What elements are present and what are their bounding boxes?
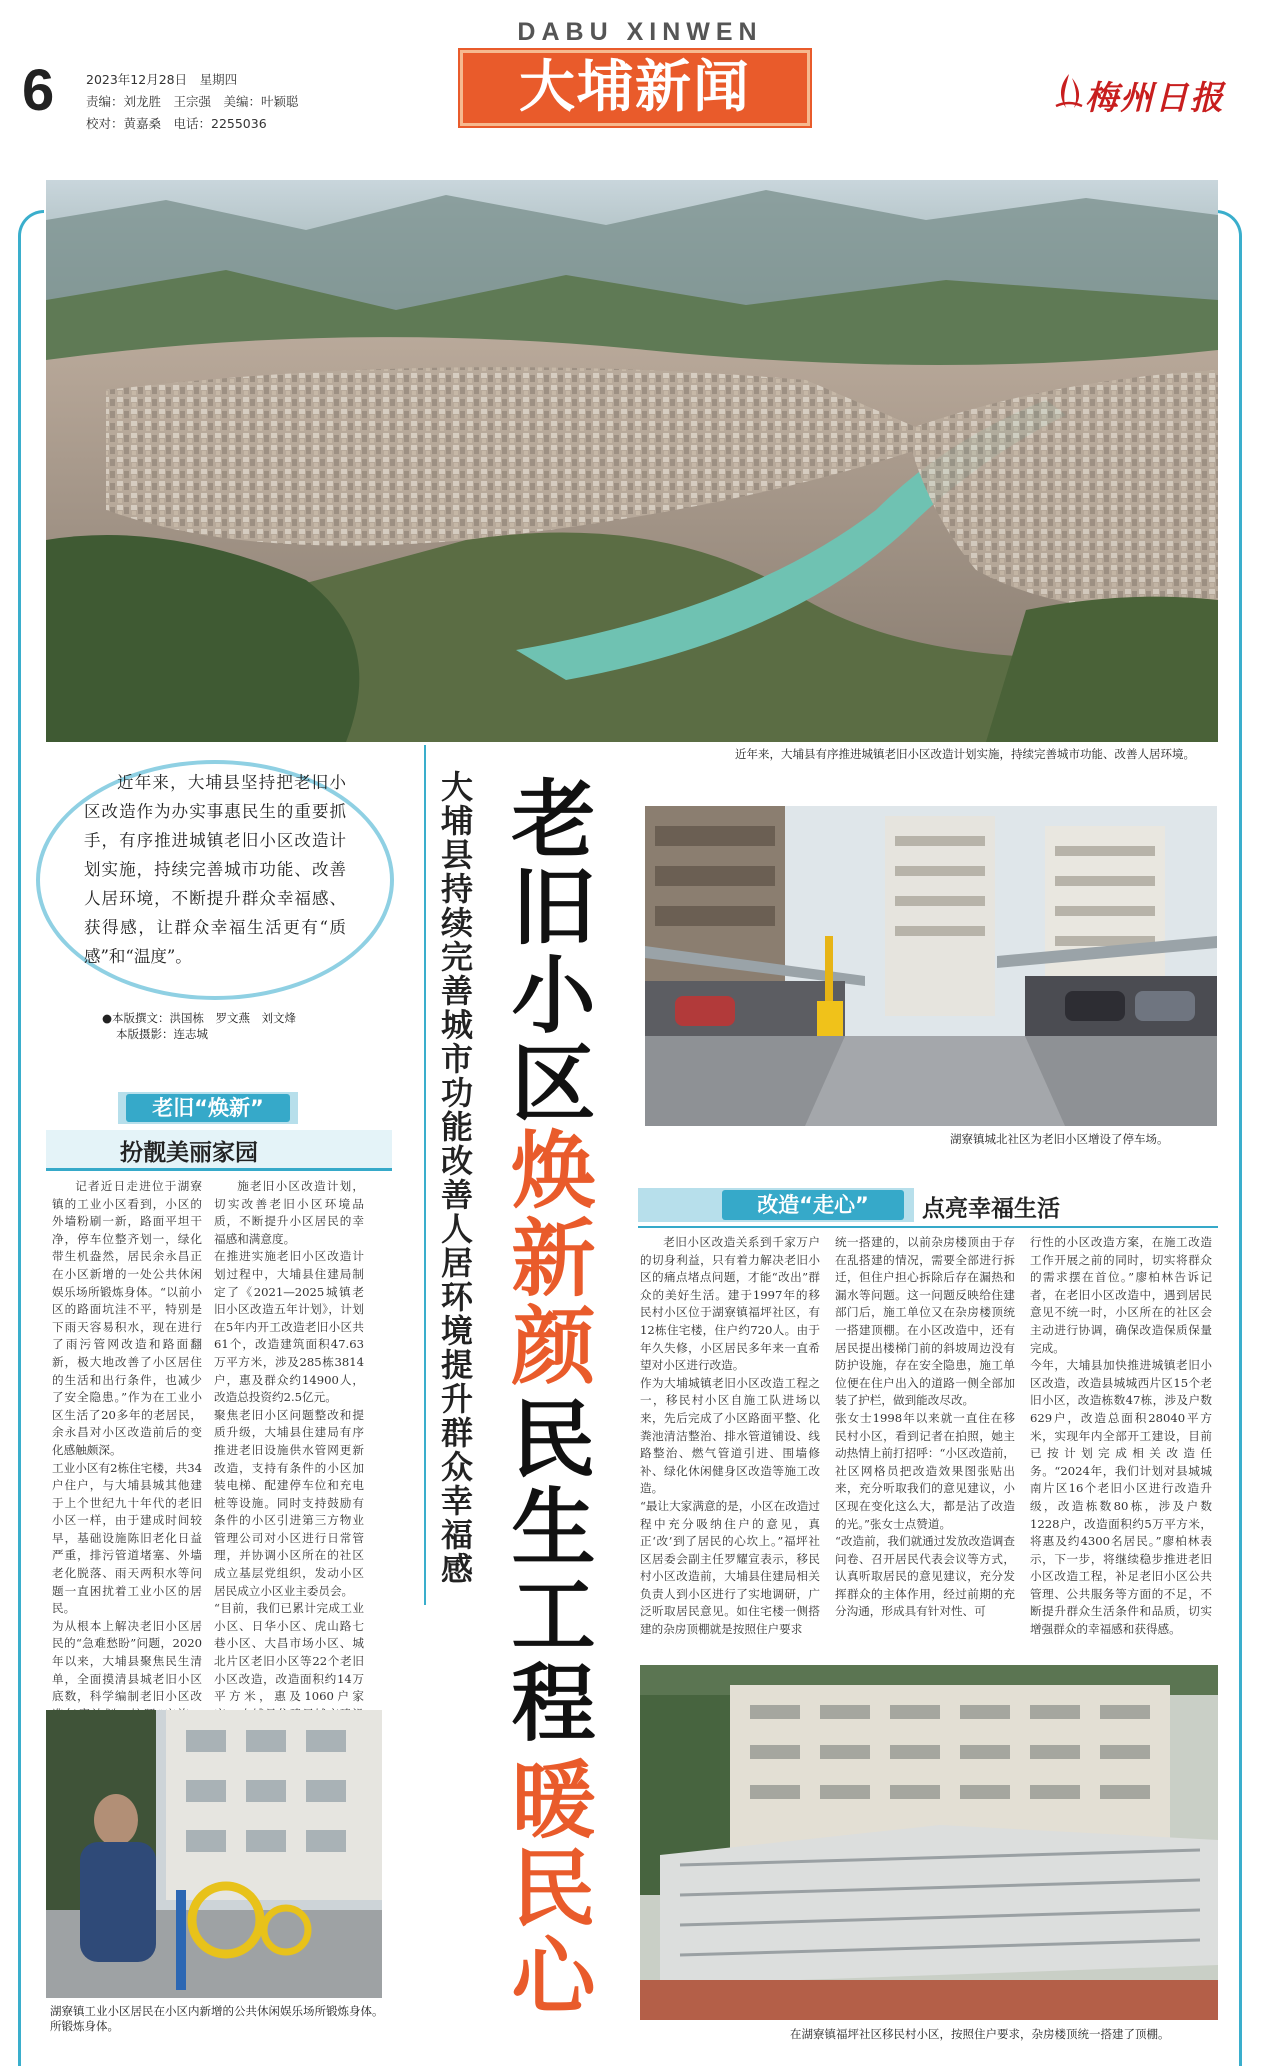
credit-writers: ●本版撰文：洪国栋 罗文燕 刘文烽 (102, 1011, 297, 1025)
headline-part-2b: 暖民心 (498, 1756, 596, 2020)
proof-line: 校对：黄嘉桑 电话：2255036 (86, 116, 267, 131)
newspaper-logo-icon (1052, 70, 1086, 112)
headline-part-2a: 民生工程 (498, 1395, 596, 1747)
parking-lot-photo (645, 806, 1217, 1126)
intro-paragraph: 近年来，大埔县坚持把老旧小区改造作为办实事惠民生的重要抓手，有序推进城镇老旧小区改造计划实施，持续完善城市功能、改善人居环境，不断提升群众幸福感、获得感，让群众幸福生活更有“质感”和“温度”。 (84, 773, 346, 966)
subtitle-divider (424, 745, 426, 1605)
headline-part-1a: 老旧小区 (498, 775, 596, 1127)
section2-body-col3: 行性的小区改造方案，在施工改造工作开展之前的同时，切实将群众的需求摆在首位。”廖柏林告诉记者，在老旧小区改造中，遇到居民意见不统一时，小区所在的社区会主动进行协调，确保改造保质保量完成。 今年，大埔县加快推进城镇老旧小区改造，改造县城城西片区15个老旧小区，改造栋数47栋，涉及户数629户，改造总面积28040平方米，实现年内全部开工建设，目前已按计划完成相关改造任务。“2024年，我们计划对县城城南片区16个老旧小区进行改造升级，改造栋数80栋，涉及户数1228户，改造面积约5万平方米，将惠及约4300名居民。”廖柏林表示，下一步，将继续稳步推进老旧小区改造工程，补足老旧小区公共管理、公共服务等方面的不足，不断提升群众生活条件和品质，切实增强群众的幸福感和获得感。 (1030, 1235, 1212, 1637)
resident-exercise-photo (46, 1710, 382, 1998)
section1-title: 扮靓美丽家园 (120, 1140, 258, 1166)
headline-part-1b: 焕新颜 (498, 1126, 596, 1390)
section-pinyin: DABU XINWEN (517, 18, 763, 46)
section1-body-col1: 记者近日走进位于湖寮镇的工业小区看到，小区的外墙粉刷一新，路面平坦干净，停车位整齐划一，绿化带生机盎然，居民余永昌正在小区新增的一处公共休闲娱乐场所锻炼身体。“以前小区的路面坑洼不平，特别是下雨天容易积水，现在进行了雨污管网改造和路面翻新，极大地改善了小区居住的生活和出行条件，也减少了安全隐患。”作为在工业小区生活了20多年的老居民，余永昌对小区改造前后的变化感触颇深。 工业小区有2栋住宅楼，共34户住户，与大埔县城其他建于上个世纪九十年代的老旧小区一样，由于建成时间较早，基础设施陈旧老化日益严重，排污管道堵塞、外墙老化脱落、雨天两积水等问题一直困扰着工业小区的居民。 为从根本上解决老旧小区居民的“急难愁盼”问题，2020年以来，大埔县聚焦民生清单，全面摸清县城老旧小区底数，科学编制老旧小区改 (52, 1179, 202, 1704)
resident-caption: 湖寮镇工业小区居民在小区内新增的公共休闲娱乐场所锻炼身体。 (50, 2004, 384, 2018)
page-number: 6 (22, 58, 55, 123)
editor-line: 责编：刘龙胜 王宗强 美编：叶颖聪 (86, 94, 299, 109)
rooftop-canopy-photo (640, 1665, 1218, 2020)
section2-title-rule (638, 1226, 1218, 1228)
section1-tag: 老旧“焕新” (126, 1094, 290, 1122)
section2-title: 点亮幸福生活 (922, 1196, 1060, 1222)
section-title: 大埔新闻 (519, 55, 751, 120)
headline-subtitle: 大埔县持续完善城市功能改善人居环境提升群众幸福感 (436, 770, 474, 1586)
hero-aerial-photo (46, 180, 1218, 742)
rooftop-caption: 在湖寮镇福坪社区移民村小区，按照住户要求，杂房楼顶统一搭建了顶棚。 (790, 2027, 1170, 2041)
section1-title-rule (46, 1168, 392, 1171)
frame-right-border (1216, 210, 1242, 2066)
newspaper-logo: 梅州日报 (1085, 78, 1225, 117)
parking-caption: 湖寮镇城北社区为老旧小区增设了停车场。 (950, 1132, 1169, 1146)
section2-tag: 改造“走心” (722, 1190, 904, 1220)
section2-body-col2: 统一搭建的，以前杂房楼顶由于存在乱搭建的情况，需要全部进行拆迁，但住户担心拆除后存在漏热和漏水等问题。这一问题反映给住建部门后，施工单位又在杂房楼顶统一搭建顶棚。在小区改造中，还有居民提出楼梯门前的斜坡周边没有防护设施，存在安全隐患，施工单位便在住户出入的道路一侧全部加装了护栏，做到能改尽改。 张女士1998年以来就一直住在移民村小区，看到记者在拍照，她主动热情上前打招呼：“小区改造前，社区网格员把改造效果图张贴出来，充分听取我们的意见建议，小区现在变化这么大，都是沾了改造的光。”张女士点赞道。 “改造前，我们就通过发放改造调查问卷、召开居民代表会议等方式，认真听取居民的意见建议，充分发挥群众的主体作用，经过前期的充分沟通，形成具有针对性、可 (835, 1235, 1015, 1619)
credit-photographer: 本版摄影：连志城 (116, 1027, 208, 1041)
section2-body-col1: 老旧小区改造关系到千家万户的切身利益，只有着力解决老旧小区的痛点堵点问题，才能“改出”群众的美好生活。建于1997年的移民村小区位于湖寮镇福坪社区，有12栋住宅楼，住户约720人。由于年久失修，小区居民多年来一直希望对小区进行改造。 作为大埔城镇老旧小区改造工程之一，移民村小区自施工队进场以来，先后完成了小区路面平整、化粪池清洁整治、排水管道铺设、线路整治、燃气管道引进、围墙修补、绿化休闲健身区改造等施工改造。 “最让大家满意的是，小区在改造过程中充分吸纳住户的意见，真正‘改’到了居民的心坎上。”福坪社区居委会副主任罗耀宣表示，移民村小区改造前，大埔县住建局相关负责人到小区进行了实地调研，广泛听取居民意见。如住宅楼一侧搭建的杂房顶棚就是按照住户要求 (640, 1235, 820, 1637)
section1-body-col2: 施老旧小区改造计划，切实改善老旧小区环境品质，不断提升小区居民的幸福感和满意度。 在推进实施老旧小区改造计划过程中，大埔县住建局制定了《2021—2025城镇老旧小区改造五年计划》，计划在5年内开工改造老旧小区共61个，改造建筑面积47.63万平方米，涉及285栋3814户，惠及群众约14900人，改造总投资约2.5亿元。 聚焦老旧小区问题整改和提质升级，大埔县住建局有序推进老旧设施供水管网更新改造，支持有条件的小区加装电梯、配建停车位和充电桩等设施。同时支持鼓励有条件的小区引进第三方物业管理公司对小区进行日常管理，并协调小区所在的社区成立基层党组织，发动小区居民成立小区业主委员会。 “目前，我们已累计完成工业小区、日华小区、虎山路七巷小区、大昌市场小区、城北片区老旧小区等22个老旧小区改造，改造面积约14万平方米，惠及1060户家 (214, 1179, 364, 1704)
frame-left-border (18, 210, 44, 2066)
hero-caption: 近年来，大埔县有序推进城镇老旧小区改造计划实施，持续完善城市功能、改善人居环境。 (735, 747, 1195, 761)
resident-caption-tail: 所锻炼身体。 (50, 2019, 119, 2033)
date-line: 2023年12月28日 星期四 (86, 72, 238, 87)
